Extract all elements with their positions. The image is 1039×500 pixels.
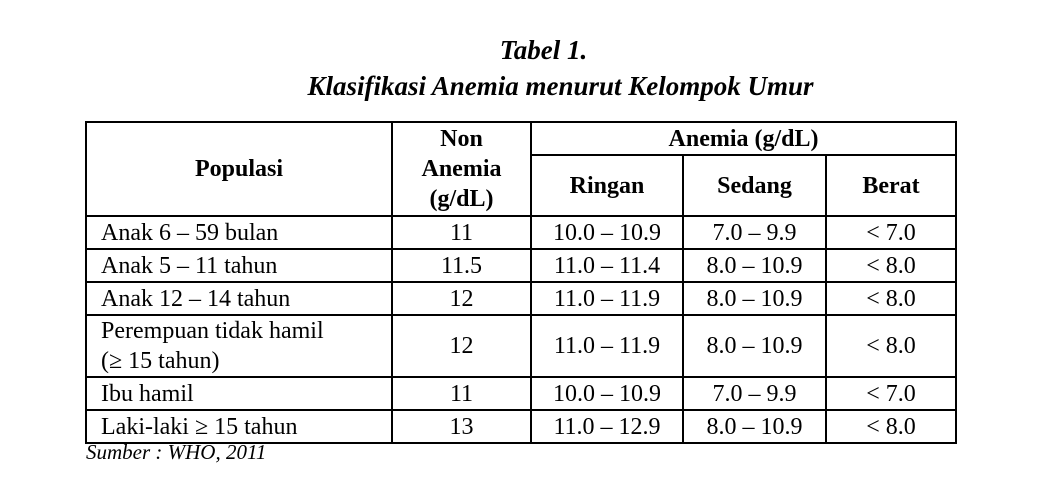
cell-sedang: 8.0 – 10.9: [683, 282, 826, 315]
cell-non-anemia: 12: [392, 282, 531, 315]
header-ringan: Ringan: [531, 155, 683, 216]
cell-ringan: 11.0 – 11.4: [531, 249, 683, 282]
cell-populasi: Anak 5 – 11 tahun: [86, 249, 392, 282]
cell-berat: < 7.0: [826, 216, 956, 249]
cell-populasi: Anak 12 – 14 tahun: [86, 282, 392, 315]
cell-sedang: 7.0 – 9.9: [683, 377, 826, 410]
anemia-classification-table: [85, 121, 957, 444]
cell-populasi: Anak 6 – 59 bulan: [86, 216, 392, 249]
cell-berat: < 8.0: [826, 282, 956, 315]
table-row: [86, 282, 956, 315]
header-anemia: Anemia (g/dL): [531, 122, 956, 155]
table-row: [86, 377, 956, 410]
cell-populasi: Ibu hamil: [86, 377, 392, 410]
cell-populasi: [86, 315, 392, 377]
table-title-block: [0, 32, 1039, 104]
cell-sedang: 8.0 – 10.9: [683, 249, 826, 282]
cell-ringan: 10.0 – 10.9: [531, 377, 683, 410]
cell-populasi: Laki-laki ≥ 15 tahun: [86, 410, 392, 443]
cell-non-anemia: 11: [392, 216, 531, 249]
cell-non-anemia: 13: [392, 410, 531, 443]
cell-non-anemia: 11.5: [392, 249, 531, 282]
header-non-anemia-line1: Non: [440, 126, 483, 152]
header-populasi: Populasi: [86, 122, 392, 216]
table-caption-title: Klasifikasi Anemia menurut Kelompok Umur: [307, 71, 814, 101]
table-row: [86, 315, 956, 377]
cell-sedang: 7.0 – 9.9: [683, 216, 826, 249]
cell-ringan: 11.0 – 11.9: [531, 282, 683, 315]
cell-sedang: 8.0 – 10.9: [683, 315, 826, 377]
table-row: [86, 216, 956, 249]
header-non-anemia-line2: Anemia: [421, 156, 502, 182]
cell-non-anemia: 11: [392, 377, 531, 410]
table-row: [86, 249, 956, 282]
header-sedang: Sedang: [683, 155, 826, 216]
header-non-anemia: [392, 122, 531, 216]
header-non-anemia-line3: (g/dL): [429, 186, 494, 212]
cell-berat: < 8.0: [826, 315, 956, 377]
cell-berat: < 8.0: [826, 410, 956, 443]
cell-populasi-line1: Perempuan tidak hamil: [101, 318, 324, 344]
cell-ringan: 10.0 – 10.9: [531, 216, 683, 249]
cell-ringan: 11.0 – 11.9: [531, 315, 683, 377]
cell-sedang: 8.0 – 10.9: [683, 410, 826, 443]
cell-ringan: 11.0 – 12.9: [531, 410, 683, 443]
cell-berat: < 7.0: [826, 377, 956, 410]
cell-non-anemia: 12: [392, 315, 531, 377]
cell-berat: < 8.0: [826, 249, 956, 282]
table-number-title: Tabel 1.: [499, 35, 588, 65]
table-source-note: Sumber : WHO, 2011: [86, 440, 267, 464]
header-berat: Berat: [826, 155, 956, 216]
cell-populasi-line2: (≥ 15 tahun): [101, 348, 220, 374]
